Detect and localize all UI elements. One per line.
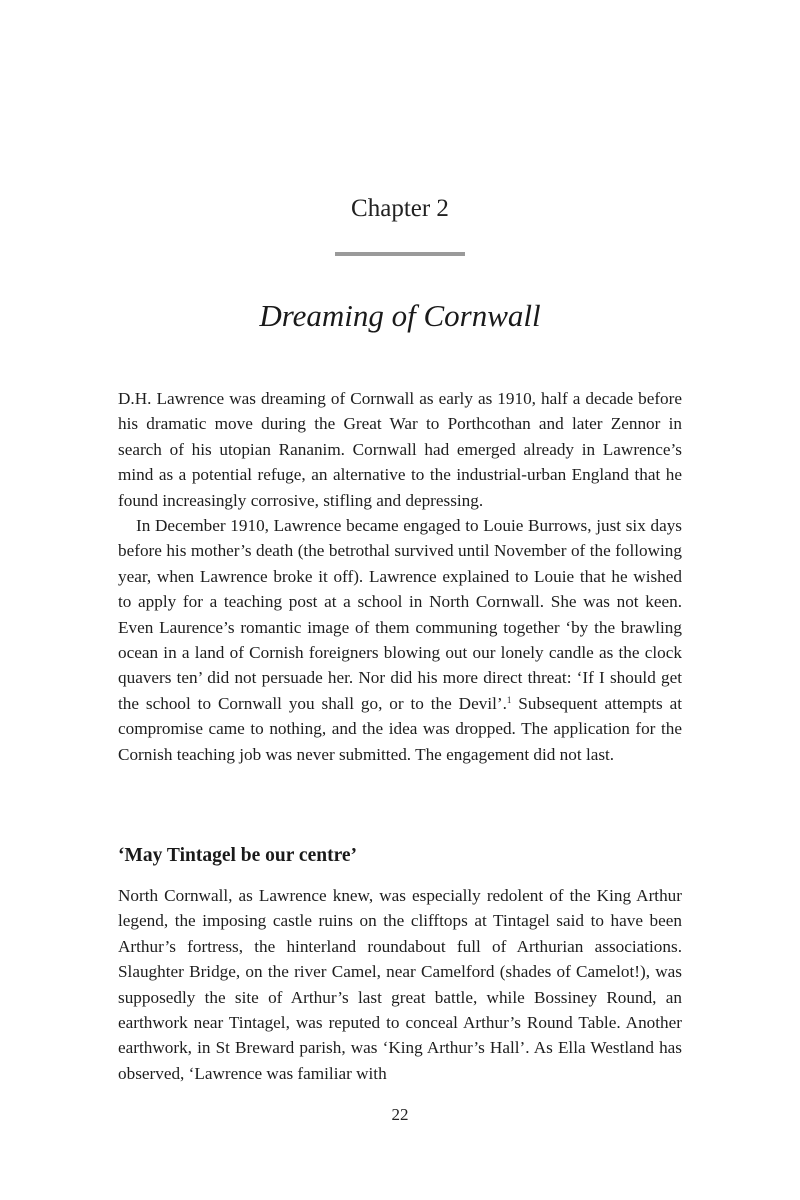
chapter-title: Dreaming of Cornwall [259,298,541,333]
chapter-label: Chapter 2 [351,195,449,222]
section-heading: ‘May Tintagel be our centre’ [118,845,358,866]
chapter-rule [335,252,465,256]
intro-text [118,386,682,767]
section-text [118,883,682,1086]
paragraph: North Cornwall, as Lawrence knew, was especially redolent of the King Arthur legend, the imposing castle ruins on the clifftops at Tintagel said to have been Arthur’s fortress, the hinterland roundabout full of Arthurian associations. Slaughter Bridge, on the river Camel, near Camelford (shades of Camelot!), was supposedly the site of Arthur’s last great battle, while Bossiney Round, an earthwork near Tintagel, was reputed to conceal Arthur’s Round Table. Another earthwork, in St Breward parish, was ‘King Arthur’s Hall’. As Ella Westland has observed, ‘Lawrence was familiar with [118,886,682,1083]
page-number: 22 [391,1105,409,1124]
paragraph [118,513,682,767]
paragraph: D.H. Lawrence was dreaming of Cornwall as early as 1910, half a decade before his dramatic move during the Great War to Porthcothan and later Zennor in search of his utopian Rananim. Cornwall had emerged already in Lawrence’s mind as a potential refuge, an alternative to the industrial-urban England that he found increasingly corrosive, stifling and depressing. [118,389,682,510]
paragraph-text: Subsequent attempts at compromise came to nothing, and the idea was dropped. The application for the Cornish teaching job was never submitted. The engagement did not last. [118,693,682,764]
paragraph-text: In December 1910, Lawrence became engaged to Louie Burrows, just six days before his mother’s death (the betrothal survived until November of the following year, when Lawrence broke it off). Lawrence explained to Louie that he wished to apply for a teaching post at a school in North Cornwall. She was not keen. Even Laurence’s romantic image of them communing together ‘by the brawling ocean in a land of Cornish foreigners blowing out our lonely candle as the clock quavers ten’ did not persuade her. Nor did his more direct threat: ‘If I should get the school to Cornwall you shall go, or to the Devil’. [118,516,682,713]
footnote-ref[interactable]: 1 [506,694,512,705]
